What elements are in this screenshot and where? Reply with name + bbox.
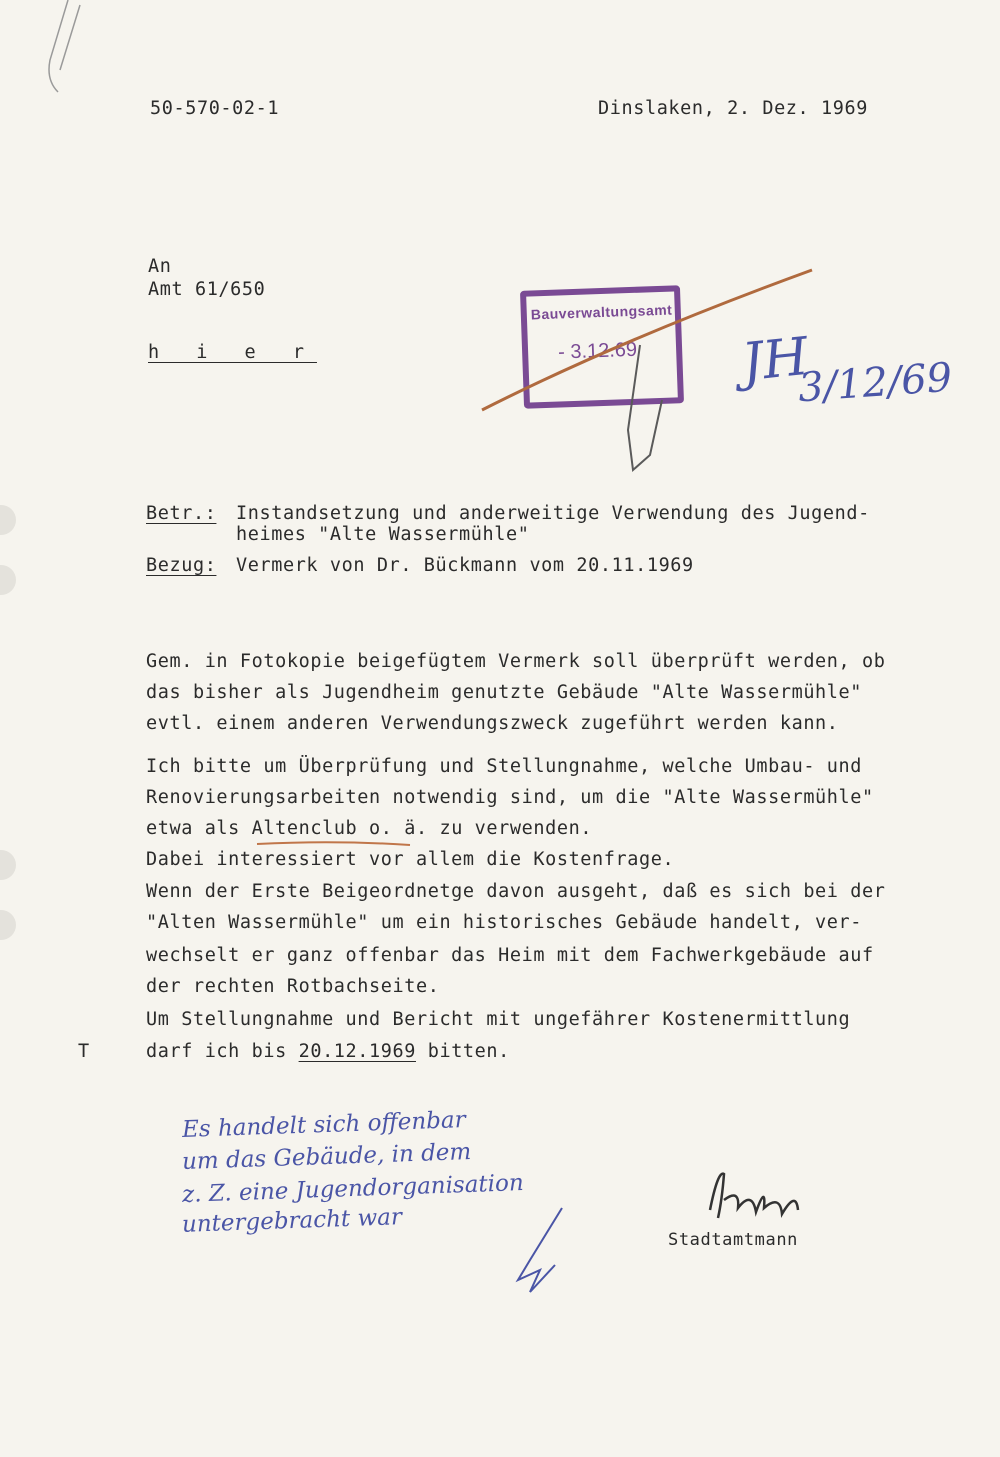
handwritten-initials: JH — [739, 326, 812, 394]
punch-hole — [0, 565, 16, 595]
deadline-date: 20.12.1969 — [298, 1041, 416, 1062]
body-line: Renovierungsarbeiten notwendig sind, um die "Alte Wassermühle" — [146, 787, 874, 808]
reference-label: Bezug: — [146, 555, 217, 576]
punch-hole — [0, 850, 16, 880]
altenclub-before: etwa als — [146, 818, 252, 839]
body-line: Dabei interessiert vor allem die Kostenfrage. — [146, 849, 675, 870]
signature-title: Stadtamtmann — [668, 1230, 799, 1250]
subject-label: Betr.: — [146, 503, 217, 524]
altenclub-after: zu verwenden. — [427, 818, 593, 839]
handwritten-note-line: um das Gebäude, in dem — [181, 1138, 472, 1176]
body-line: "Alten Wassermühle" um ein historisches Gebäude handelt, ver- — [146, 912, 863, 933]
final-after: bitten. — [415, 1041, 510, 1062]
body-line: Um Stellungnahme und Bericht mit ungefährer Kostenermittlung — [146, 1009, 851, 1030]
recipient-office: Amt 61/650 — [148, 279, 266, 300]
handwritten-note-line: untergebracht war — [181, 1204, 403, 1238]
subject-line-2: heimes "Alte Wassermühle" — [236, 524, 530, 545]
recipient-location: h i e r — [148, 342, 317, 363]
body-line: Gem. in Fotokopie beigefügtem Vermerk soll überprüft werden, ob — [146, 651, 886, 672]
stamp-date: - 3.12.69 — [557, 338, 638, 364]
margin-mark: T — [78, 1041, 90, 1062]
stamp-office: Bauverwaltungsamt — [530, 301, 673, 323]
reference-text: Vermerk von Dr. Bückmann vom 20.11.1969 — [236, 555, 694, 576]
altenclub-highlight: Altenclub o. ä. — [251, 818, 428, 839]
body-line-altenclub — [146, 818, 592, 839]
handwritten-note-line: z. Z. eine Jugendorganisation — [181, 1170, 525, 1208]
body-line: Wenn der Erste Beigeordnetge davon ausgeht, daß es sich bei der — [146, 881, 886, 902]
body-line: wechselt er ganz offenbar das Heim mit dem Fachwerkgebäude auf — [146, 945, 874, 966]
body-line: Ich bitte um Überprüfung und Stellungnahme, welche Umbau- und — [146, 756, 863, 777]
final-before: darf ich bis — [146, 1041, 299, 1062]
pencil-strike-line — [0, 0, 1000, 500]
recipient-to: An — [148, 256, 172, 277]
body-line: evtl. einem anderen Verwendungszweck zugeführt werden kann. — [146, 713, 839, 734]
handwritten-date: 3/12/69 — [796, 354, 954, 412]
subject-line-1: Instandsetzung und anderweitige Verwendung des Jugend- — [236, 503, 870, 524]
handwritten-note-line: Es handelt sich offenbar — [181, 1107, 467, 1143]
handwritten-paraph — [500, 1200, 590, 1300]
place-date: Dinslaken, 2. Dez. 1969 — [598, 98, 868, 119]
body-line: das bisher als Jugendheim genutzte Gebäude "Alte Wassermühle" — [146, 682, 863, 703]
signature-scribble — [700, 1160, 820, 1230]
punch-hole — [0, 910, 16, 940]
punch-hole — [0, 505, 16, 535]
reference-number: 50-570-02-1 — [150, 98, 280, 119]
body-line: der rechten Rotbachseite. — [146, 976, 440, 997]
final-line — [146, 1041, 510, 1062]
